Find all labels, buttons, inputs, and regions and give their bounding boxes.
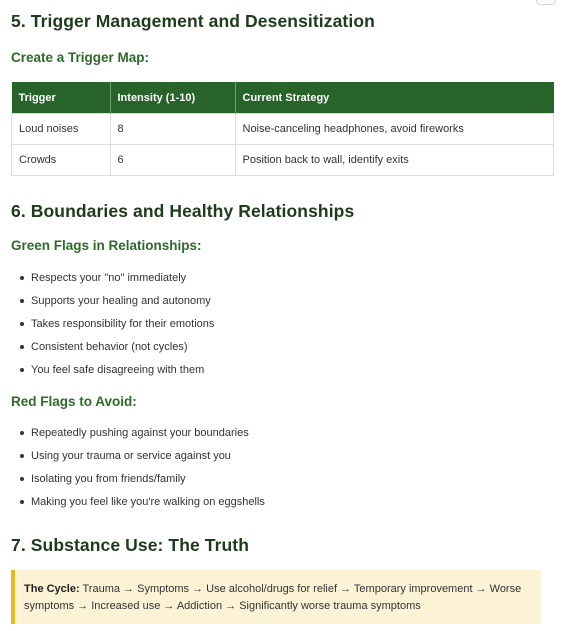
list-item (11, 293, 214, 316)
list-item-text: Respects your "no" immediately (31, 272, 187, 284)
table-row (12, 114, 554, 145)
list-item (11, 339, 214, 362)
trigger-section-heading: 5. Trigger Management and Desensitization (11, 11, 375, 31)
bullet-icon (20, 477, 24, 481)
list-item (11, 471, 265, 494)
cell-trigger: Crowds (12, 145, 111, 176)
trigger-map-subheading: Create a Trigger Map: (11, 50, 150, 65)
cycle-callout (11, 570, 541, 624)
list-item (11, 270, 214, 293)
cell-intensity: 8 (110, 114, 235, 145)
cell-intensity: 6 (110, 145, 235, 176)
list-item (11, 425, 265, 448)
green-flags-subheading: Green Flags in Relationships: (11, 238, 202, 253)
list-item (11, 494, 265, 517)
column-header-intensity: Intensity (1-10) (110, 82, 235, 114)
substance-section-heading: 7. Substance Use: The Truth (11, 535, 250, 555)
cell-strategy: Position back to wall, identify exits (235, 145, 554, 176)
window-corner-fragment (536, 0, 556, 5)
table-row (12, 145, 554, 176)
list-item-text: Consistent behavior (not cycles) (31, 341, 188, 353)
list-item (11, 448, 265, 471)
list-item-text: Making you feel like you're walking on eggshells (31, 496, 265, 508)
bullet-icon (20, 345, 24, 349)
bullet-icon (20, 454, 24, 458)
list-item-text: You feel safe disagreeing with them (31, 364, 205, 376)
list-item-text: Supports your healing and autonomy (31, 295, 211, 307)
bullet-icon (20, 276, 24, 280)
bullet-icon (20, 368, 24, 372)
bullet-icon (20, 322, 24, 326)
bullet-icon (20, 431, 24, 435)
list-item-text: Takes responsibility for their emotions (31, 318, 215, 330)
cell-strategy: Noise-canceling headphones, avoid fireworks (235, 114, 554, 145)
bullet-icon (20, 299, 24, 303)
list-item (11, 362, 214, 385)
callout-text: Trauma → Symptoms → Use alcohol/drugs for relief → Temporary improvement → Worse symptoms → Increased use → Addiction → Significantly worse trauma symptoms (24, 583, 522, 612)
list-item-text: Using your trauma or service against you (31, 450, 231, 462)
callout-label: The Cycle: (24, 583, 80, 595)
boundaries-section-heading: 6. Boundaries and Healthy Relationships (11, 201, 355, 221)
list-item-text: Isolating you from friends/family (31, 473, 186, 485)
red-flags-subheading: Red Flags to Avoid: (11, 394, 137, 409)
table-header-row (12, 82, 554, 114)
column-header-strategy: Current Strategy (235, 82, 554, 114)
cell-trigger: Loud noises (12, 114, 111, 145)
red-flags-list (11, 425, 265, 517)
bullet-icon (20, 500, 24, 504)
list-item (11, 316, 214, 339)
list-item-text: Repeatedly pushing against your boundaries (31, 427, 249, 439)
green-flags-list (11, 270, 214, 385)
column-header-trigger: Trigger (12, 82, 111, 114)
trigger-map-table (11, 82, 554, 176)
